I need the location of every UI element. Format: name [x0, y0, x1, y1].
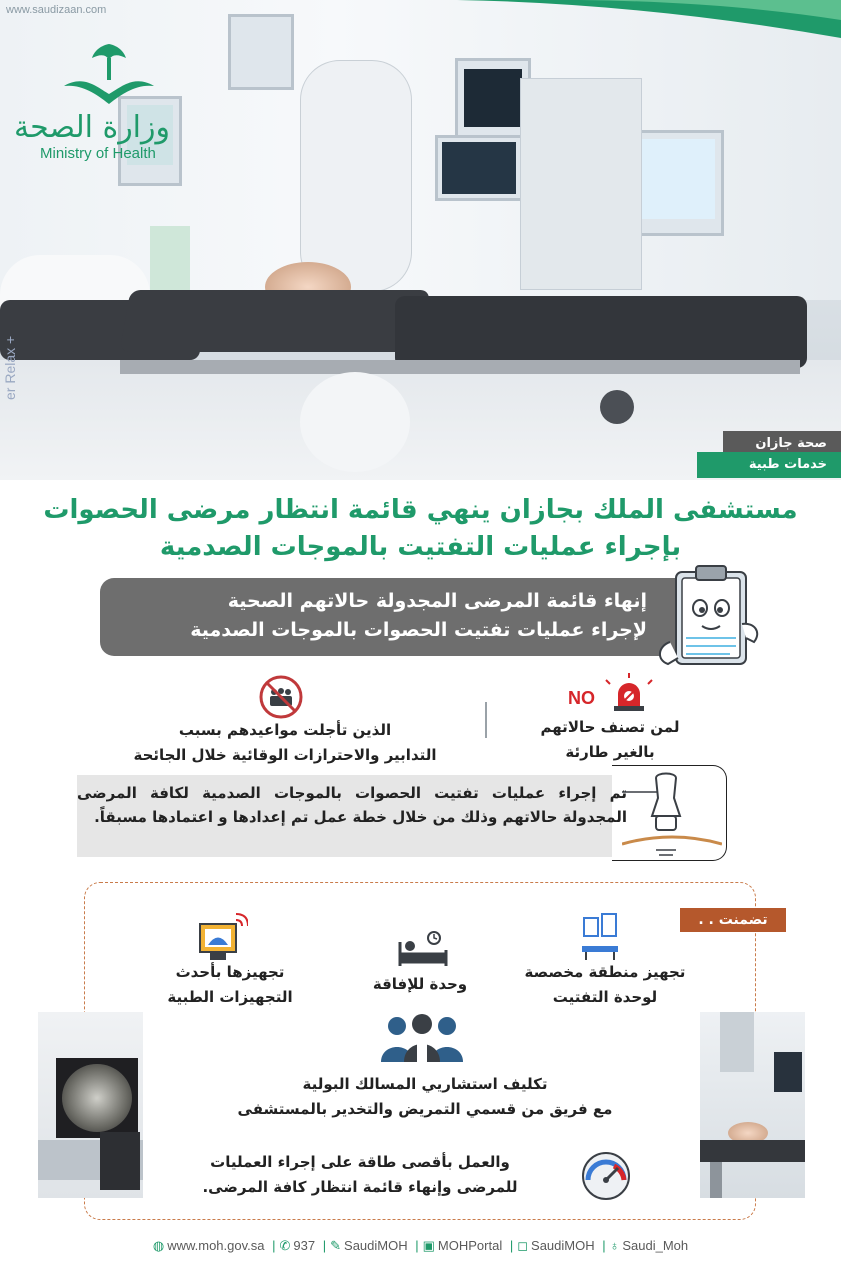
criteria-right-line-1: لمن تصنف حالاتهم: [540, 718, 680, 736]
summary-banner: [100, 578, 675, 656]
footer-website[interactable]: www.moh.gov.sa: [167, 1238, 265, 1253]
item-3-line-2: التجهيزات الطبية: [167, 988, 293, 1006]
footer-youtube[interactable]: MOHPortal: [437, 1238, 503, 1253]
clipboard-mascot-icon: [650, 562, 770, 674]
right-side-photo: [700, 1012, 805, 1198]
no-crowd-icon: [258, 674, 304, 720]
ultrasound-device-icon: [196, 912, 248, 964]
item-consultants: [150, 1072, 700, 1122]
criteria-left: [110, 718, 460, 768]
phone-icon: ✆: [279, 1238, 291, 1253]
dedicated-area-icon: [578, 912, 622, 962]
item-recovery-unit: [340, 972, 500, 997]
gauge-icon: [580, 1150, 632, 1202]
criteria-left-line-2: التدابير والاحترازات الوقائية خلال الجائحة: [133, 746, 437, 764]
logo-english-name: Ministry of Health: [40, 145, 156, 162]
item-2-line-1: وحدة للإفاقة: [372, 975, 468, 993]
item-3-line-1: تجهيزها بأحدث: [175, 963, 285, 981]
photo-text: er Relax +: [2, 335, 18, 400]
facebook-icon: ◻: [517, 1238, 529, 1253]
no-badge: NO: [568, 688, 595, 708]
item-1-line-2: لوحدة التفتيت: [552, 988, 658, 1006]
statement-text: تم إجراء عمليات تفتيت الحصوات بالموجات الصدمية لكافة المرضى المجدولة حالاتهم وذلك من خلال خطة عمل تم إعدادها و اعتمادها مسبقاً.: [77, 784, 627, 826]
footer-facebook[interactable]: SaudiMOH: [531, 1238, 595, 1253]
item-4-line-1: تكليف استشاريي المسالك البولية: [302, 1075, 548, 1093]
footer-phone[interactable]: 937: [293, 1238, 316, 1253]
includes-label: تضمنت . .: [680, 908, 786, 932]
item-5-line-1: والعمل بأقصى طاقة على إجراء العمليات: [210, 1153, 510, 1171]
medical-team-icon: [377, 1012, 467, 1064]
alarm-siren-icon: [604, 672, 654, 712]
item-dedicated-area: [500, 960, 710, 1010]
region-tag: صحة جازان: [723, 431, 841, 457]
item-4-line-2: مع فريق من قسمي التمريض والتخدير بالمستشفى: [237, 1100, 613, 1118]
headline: [20, 492, 821, 566]
footer-twitter[interactable]: SaudiMOH: [344, 1238, 408, 1253]
globe-icon: ◍: [152, 1238, 165, 1253]
youtube-icon: ▣: [422, 1238, 435, 1253]
criteria-left-line-1: الذين تأجلت مواعيدهم بسبب: [178, 721, 392, 739]
banner-line-2: لإجراء عمليات تفتيت الحصوات بالموجات الصدمية: [190, 619, 647, 641]
criteria-divider: [485, 702, 487, 738]
headline-line-1: مستشفى الملك بجازان ينهي قائمة انتظار مرضى الحصوات: [43, 495, 798, 525]
lithotripsy-lamp-icon: [622, 770, 722, 860]
criteria-right: [510, 715, 710, 765]
snapchat-icon: ♁: [609, 1238, 620, 1253]
criteria-right-line-2: بالغير طارئة: [565, 743, 655, 761]
watermark: www.saudizaan.com: [6, 4, 107, 16]
banner-line-1: إنهاء قائمة المرضى المجدولة حالاتهم الصحية: [227, 590, 647, 612]
item-latest-equipment: [130, 960, 330, 1010]
service-tag: خدمات طبية: [697, 452, 841, 478]
item-1-line-1: تجهيز منطقة مخصصة: [524, 963, 686, 981]
footer-snapchat[interactable]: Saudi_Moh: [622, 1238, 689, 1253]
footer: ◍ www.moh.gov.sa | ✆ 937 | ✎ SaudiMOH | ▣ MOHPortal | ◻ SaudiMOH | ♁ Saudi_Moh: [152, 1238, 689, 1253]
headline-line-2: بإجراء عمليات التفتيت بالموجات الصدمية: [159, 532, 682, 562]
moh-logo-icon: [54, 40, 164, 116]
left-side-photo: [38, 1012, 143, 1198]
twitter-icon: ✎: [330, 1238, 342, 1253]
recovery-bed-icon: [398, 928, 448, 968]
logo-arabic-name: وزارة الصحة: [14, 110, 170, 145]
item-max-capacity: [150, 1150, 570, 1200]
item-5-line-2: للمرضى وإنهاء قائمة انتظار كافة المرضى.: [202, 1178, 518, 1196]
